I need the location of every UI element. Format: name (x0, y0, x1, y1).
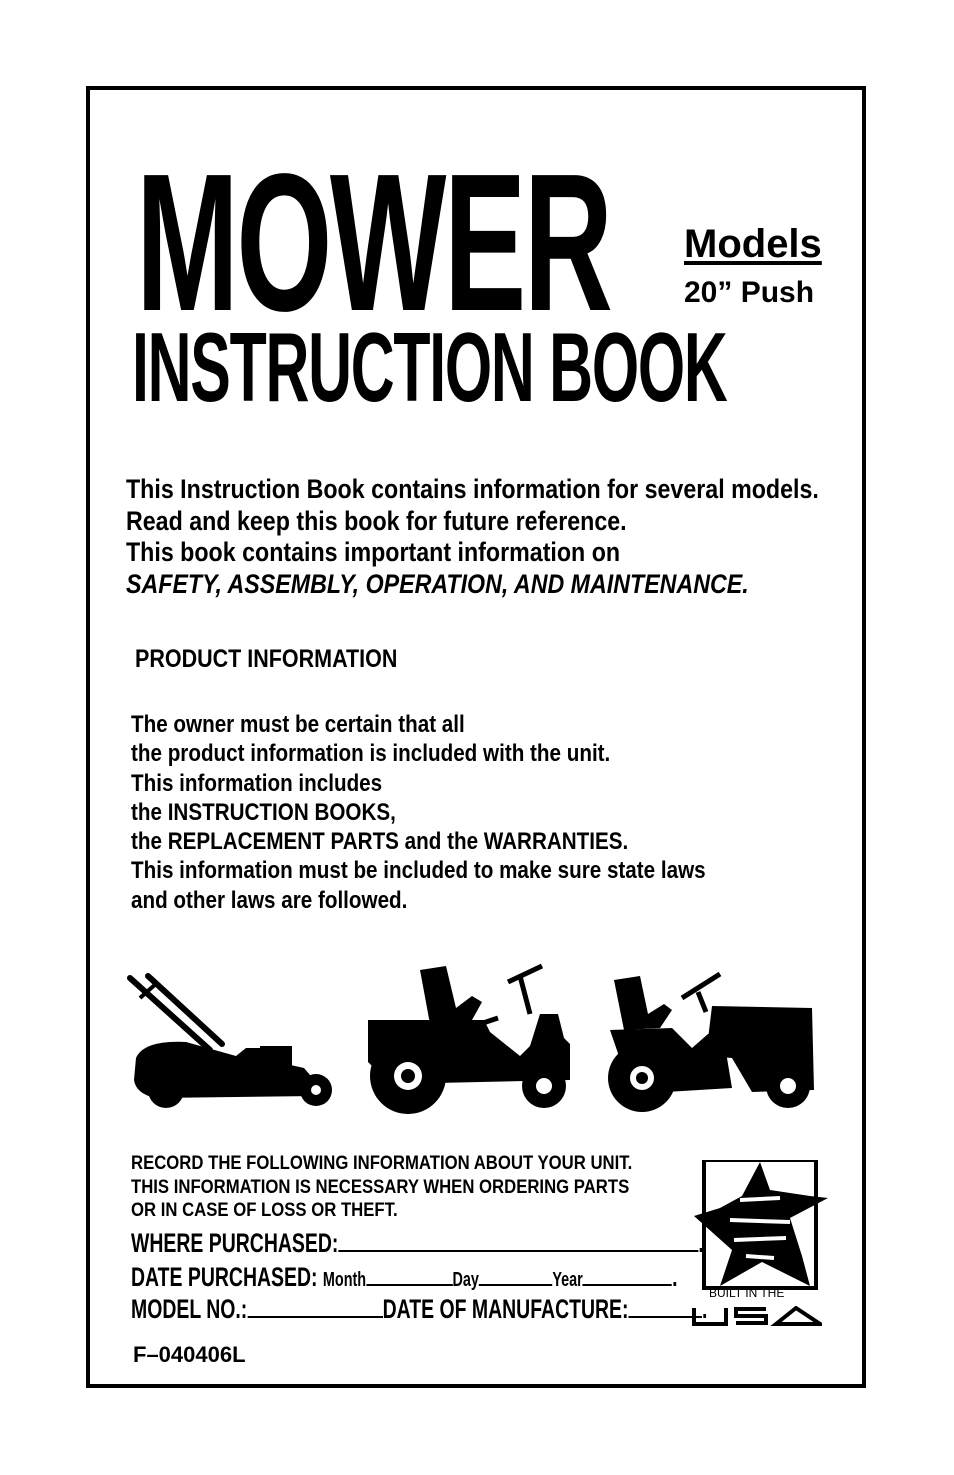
intro-line: Read and keep this book for future reference. (126, 505, 627, 536)
built-in-label: BUILT IN THE (709, 1286, 785, 1300)
intro-line: This Instruction Book contains information for several models. (126, 474, 819, 504)
product-info-line: This information includes (131, 769, 383, 797)
record-instructions (131, 1152, 632, 1223)
model-type: 20” Push (684, 276, 815, 309)
month-line[interactable] (366, 1262, 452, 1286)
product-info-line: The owner must be certain that all (131, 711, 465, 738)
where-purchased-field[interactable]: WHERE PURCHASED: . (131, 1228, 704, 1258)
record-line: RECORD THE FOLLOWING INFORMATION ABOUT YOUR UNIT. (131, 1153, 633, 1174)
model-no-label: MODEL NO.: (131, 1294, 248, 1324)
usa-star-icon (690, 1160, 830, 1290)
title-main: MOWER (136, 133, 611, 352)
intro-text (126, 474, 819, 600)
day-line[interactable] (479, 1262, 552, 1286)
product-info-line: the REPLACEMENT PARTS and the WARRANTIES. (131, 828, 629, 856)
date-of-manufacture-line[interactable] (628, 1294, 701, 1318)
date-purchased-field[interactable]: DATE PURCHASED: Month Day Year . (131, 1262, 678, 1292)
where-purchased-line[interactable] (338, 1228, 698, 1252)
year-line[interactable] (583, 1262, 672, 1286)
form-code: F–040406L (133, 1342, 246, 1367)
models-label: Models (684, 222, 822, 266)
riding-mower-icon (360, 962, 584, 1116)
where-purchased-label: WHERE PURCHASED: (131, 1228, 339, 1258)
usa-logo (692, 1306, 822, 1326)
record-line: THIS INFORMATION IS NECESSARY WHEN ORDERING PARTS (131, 1176, 630, 1198)
push-mower-icon (126, 972, 336, 1112)
date-purchased-label: DATE PURCHASED: (131, 1262, 318, 1292)
year-label: Year (552, 1269, 583, 1291)
intro-line-emphasis: SAFETY, ASSEMBLY, OPERATION, AND MAINTENANCE. (126, 568, 749, 599)
date-of-manufacture-label: DATE OF MANUFACTURE: (382, 1294, 629, 1324)
lawn-tractor-icon (602, 968, 824, 1116)
intro-line: This book contains important information on (126, 537, 621, 567)
product-info-heading: PRODUCT INFORMATION (135, 645, 398, 673)
product-info-line: the INSTRUCTION BOOKS, (131, 798, 396, 826)
day-label: Day (452, 1269, 479, 1291)
record-line: OR IN CASE OF LOSS OR THEFT. (131, 1200, 398, 1221)
product-info-line: the product information is included with the unit. (131, 740, 611, 768)
month-label: Month (322, 1269, 367, 1291)
product-info-line: This information must be included to make sure state laws (131, 857, 706, 885)
model-no-field[interactable]: MODEL NO.: DATE OF MANUFACTURE: . (131, 1294, 708, 1324)
title-sub: INSTRUCTION BOOK (132, 312, 727, 422)
model-no-line[interactable] (247, 1294, 382, 1318)
product-info-line: and other laws are followed. (131, 886, 408, 914)
product-info-body (131, 710, 706, 915)
